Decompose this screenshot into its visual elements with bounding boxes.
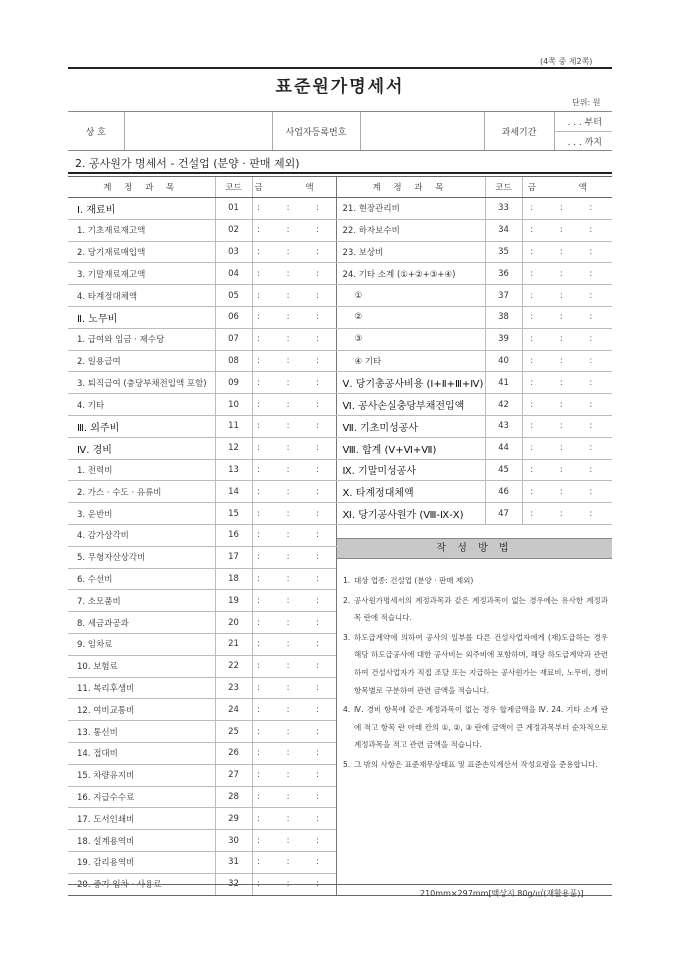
account-label: 13. 통신비 [68, 721, 215, 743]
amount-field[interactable]: : : : [522, 241, 612, 263]
instruction-text: 공사원가명세서의 계정과목과 같은 계정과목이 없는 경우에는 유사한 계정과목 란에 적습니다. [354, 595, 608, 623]
amount-field[interactable]: : : : [252, 721, 336, 743]
table-row [68, 198, 612, 220]
account-code: 21 [215, 633, 252, 655]
account-code: 17 [215, 546, 252, 568]
instruction-text: 그 밖의 사항은 표준재무상태표 및 표준손익계산서 작성요령을 준용합니다. [354, 759, 598, 769]
col-account-left: 계 정 과 목 [68, 177, 215, 198]
account-code: 41 [485, 372, 522, 394]
account-label: 4. 감가상각비 [68, 524, 215, 546]
account-label: 1. 전력비 [68, 459, 215, 481]
amount-field[interactable]: : : : [252, 263, 336, 285]
amount-field[interactable]: : : : [252, 808, 336, 830]
instructions-list [343, 572, 608, 776]
account-label: 1. 기초재료재고액 [68, 219, 215, 241]
account-label: 2. 당기재료매입액 [68, 241, 215, 263]
account-label: 1. 급여와 임금 · 제수당 [68, 328, 215, 350]
account-label: Ⅰ. 재료비 [68, 198, 215, 220]
unit-label: 단위: 원 [572, 98, 601, 107]
amount-field[interactable]: : : : [252, 633, 336, 655]
amount-field[interactable]: : : : [252, 764, 336, 786]
amount-field[interactable]: : : : [252, 481, 336, 503]
account-code: 15 [215, 503, 252, 525]
account-code: 16 [215, 524, 252, 546]
table-row [68, 263, 612, 285]
account-code: 19 [215, 590, 252, 612]
table-row [68, 241, 612, 263]
section-title: 2. 공사원가 명세서 - 건설업 (분양 · 판매 제외) [75, 157, 300, 170]
account-code: 44 [485, 437, 522, 459]
account-label: 16. 지급수수료 [68, 786, 215, 808]
account-label: 5. 무형자산상각비 [68, 546, 215, 568]
account-code: 25 [215, 721, 252, 743]
amount-field[interactable]: : : : [522, 219, 612, 241]
amount-field[interactable]: : : : [252, 546, 336, 568]
account-label: 23. 보상비 [336, 241, 485, 263]
amount-field[interactable]: : : : [252, 415, 336, 437]
amount-field[interactable]: : : : [522, 350, 612, 372]
account-label: Ⅷ. 합계 (Ⅴ+Ⅵ+Ⅶ) [336, 437, 485, 459]
amount-field[interactable]: : : : [252, 851, 336, 873]
account-code: 35 [485, 241, 522, 263]
account-label: 7. 소모품비 [68, 590, 215, 612]
account-code: 43 [485, 415, 522, 437]
account-code: 06 [215, 306, 252, 328]
amount-field[interactable]: : : : [522, 415, 612, 437]
amount-field[interactable]: : : : [522, 306, 612, 328]
account-label: Ⅵ. 공사손실충당부채전입액 [336, 394, 485, 416]
account-label: 3. 퇴직급여 (충당부채전입액 포함) [68, 372, 215, 394]
instruction-text: 하도급계약에 의하여 공사의 일부를 다른 건설사업자에게 (재)도급하는 경우 해당 하도급공사에 대한 공사비는 외주비에 포함하며, 해당 하도급계약과 관련하여 건설사업자가 직접 조달 또는 지급하는 공사원가는 재료비, 노무비, 경비 항목별로 구분하여 관련 금액을 적습니다. [354, 632, 608, 695]
table-row [68, 415, 612, 437]
instructions-title: 작 성 방 법 [337, 538, 612, 559]
account-label: Ⅴ. 당기총공사비용 (Ⅰ+Ⅱ+Ⅲ+Ⅳ) [336, 372, 485, 394]
account-code: 27 [215, 764, 252, 786]
col-account-right: 계 정 과 목 [336, 177, 485, 198]
amount-field[interactable]: : : : [252, 350, 336, 372]
instruction-number: 1. [343, 576, 351, 585]
col-amount-right: 금 액 [522, 177, 612, 198]
account-label: Ⅸ. 기말미성공사 [336, 459, 485, 481]
amount-field[interactable]: : : : [522, 459, 612, 481]
account-label: 17. 도서인쇄비 [68, 808, 215, 830]
amount-field[interactable]: : : : [252, 742, 336, 764]
account-code: 08 [215, 350, 252, 372]
account-label: 6. 수선비 [68, 568, 215, 590]
amount-field[interactable]: : : : [252, 786, 336, 808]
amount-field[interactable]: : : : [252, 655, 336, 677]
account-code: 14 [215, 481, 252, 503]
account-label: Ⅶ. 기초미성공사 [336, 415, 485, 437]
account-label: 3. 운반비 [68, 503, 215, 525]
period-label: 과세기간 [484, 112, 554, 151]
amount-field[interactable]: : : : [522, 394, 612, 416]
account-code: 30 [215, 830, 252, 852]
instruction-item [343, 701, 608, 754]
account-label: 2. 일용급여 [68, 350, 215, 372]
account-label: 12. 여비교통비 [68, 699, 215, 721]
instruction-item [343, 572, 608, 590]
amount-field[interactable]: : : : [252, 459, 336, 481]
bizno-label: 사업자등록번호 [272, 112, 360, 151]
paper-spec: 210mm×297mm[백상지 80g/㎡(재활용품)] [420, 889, 584, 898]
amount-field[interactable]: : : : [252, 590, 336, 612]
instruction-item [343, 629, 608, 699]
amount-field[interactable]: : : : [252, 394, 336, 416]
account-code: 24 [215, 699, 252, 721]
amount-field[interactable]: : : : [252, 219, 336, 241]
amount-field[interactable]: : : : [522, 437, 612, 459]
page-number: (4쪽 중 제2쪽) [540, 57, 593, 66]
account-code: 05 [215, 285, 252, 307]
amount-field[interactable]: : : : [252, 677, 336, 699]
table-row [68, 372, 612, 394]
column-header-row [68, 177, 612, 198]
instruction-text: 대상 업종: 건설업 (분양 · 판매 제외) [354, 576, 474, 585]
account-code: 23 [215, 677, 252, 699]
amount-field[interactable]: : : : [522, 503, 612, 525]
amount-field[interactable]: : : : [252, 372, 336, 394]
table-row [68, 481, 612, 503]
account-label: 2. 가스 · 수도 · 유류비 [68, 481, 215, 503]
amount-field[interactable]: : : : [252, 524, 336, 546]
company-label: 상 호 [68, 112, 124, 151]
account-label: 19. 감리용역비 [68, 851, 215, 873]
account-code: 02 [215, 219, 252, 241]
amount-field[interactable]: : : : [252, 503, 336, 525]
account-code: 18 [215, 568, 252, 590]
account-code: 12 [215, 437, 252, 459]
period-to-field[interactable]: . . . 까지 [554, 132, 612, 151]
amount-field[interactable]: : : : [252, 873, 336, 895]
cost-table [68, 176, 612, 896]
amount-field[interactable]: : : : [252, 699, 336, 721]
table-row [68, 306, 612, 328]
amount-field[interactable]: : : : [252, 328, 336, 350]
account-code: 39 [485, 328, 522, 350]
account-code: 20 [215, 612, 252, 634]
account-label: ② [336, 306, 485, 328]
instruction-number: 3. [343, 632, 351, 642]
col-code-left: 코드 [215, 177, 252, 198]
account-code: 37 [485, 285, 522, 307]
instruction-number: 4. [343, 705, 351, 715]
section-rule [68, 172, 612, 174]
instruction-text: Ⅳ. 경비 항목에 같은 계정과목이 없는 경우 합계금액을 Ⅳ. 24. 기타 소계 란에 적고 항목 란 아래 칸의 ①, ②, ③ 란에 금액이 큰 계정과목부터 순차적으로 계정과목을 적고 관련 금액을 적습니다. [354, 705, 608, 750]
account-label: 8. 세금과공과 [68, 612, 215, 634]
account-code: 33 [485, 198, 522, 220]
table-row [68, 285, 612, 307]
account-code: 13 [215, 459, 252, 481]
account-code: 04 [215, 263, 252, 285]
col-amount-left: 금 액 [252, 177, 336, 198]
account-label: 4. 타계정대체액 [68, 285, 215, 307]
amount-field[interactable]: : : : [522, 328, 612, 350]
account-code: 26 [215, 742, 252, 764]
col-code-right: 코드 [485, 177, 522, 198]
account-label: 14. 접대비 [68, 742, 215, 764]
company-field[interactable] [124, 112, 272, 151]
header-bottom-rule [68, 150, 612, 151]
instruction-item [343, 756, 608, 774]
account-label: Ⅹ. 타계정대체액 [336, 481, 485, 503]
amount-field[interactable]: : : : [522, 481, 612, 503]
table-row [68, 328, 612, 350]
account-code: 10 [215, 394, 252, 416]
account-code: 47 [485, 503, 522, 525]
account-code: 01 [215, 198, 252, 220]
account-label: ④ 기타 [336, 350, 485, 372]
instruction-number: 2. [343, 595, 351, 605]
account-code: 31 [215, 851, 252, 873]
amount-field[interactable]: : : : [252, 285, 336, 307]
account-code: 32 [215, 873, 252, 895]
account-label: 20. 중기 임차 · 사용료 [68, 873, 215, 895]
account-code: 42 [485, 394, 522, 416]
account-label: ① [336, 285, 485, 307]
document-title: 표준원가명세서 [275, 77, 405, 97]
account-label: 21. 현장관리비 [336, 198, 485, 220]
table-row [68, 219, 612, 241]
table-row [68, 459, 612, 481]
account-code: 34 [485, 219, 522, 241]
account-label: 9. 임차료 [68, 633, 215, 655]
account-label: Ⅲ. 외주비 [68, 415, 215, 437]
account-label: Ⅳ. 경비 [68, 437, 215, 459]
amount-field[interactable]: : : : [252, 830, 336, 852]
account-label: 15. 차량유지비 [68, 764, 215, 786]
account-code: 29 [215, 808, 252, 830]
account-label: 24. 기타 소계 (①+②+③+④) [336, 263, 485, 285]
account-label: 4. 기타 [68, 394, 215, 416]
amount-field[interactable]: : : : [252, 568, 336, 590]
account-code: 07 [215, 328, 252, 350]
account-code: 22 [215, 655, 252, 677]
account-label: 10. 보험료 [68, 655, 215, 677]
account-label: ③ [336, 328, 485, 350]
amount-field[interactable]: : : : [252, 612, 336, 634]
account-label: 11. 복리후생비 [68, 677, 215, 699]
account-label: 18. 설계용역비 [68, 830, 215, 852]
account-code: 09 [215, 372, 252, 394]
account-label: 3. 기말재료재고액 [68, 263, 215, 285]
table-row [68, 437, 612, 459]
top-rule [68, 67, 612, 69]
instruction-number: 5. [343, 759, 351, 769]
account-code: 38 [485, 306, 522, 328]
account-code: 11 [215, 415, 252, 437]
instruction-item [343, 592, 608, 627]
amount-field[interactable]: : : : [252, 241, 336, 263]
account-label: Ⅱ. 노무비 [68, 306, 215, 328]
account-code: 46 [485, 481, 522, 503]
account-code: 36 [485, 263, 522, 285]
account-label: 22. 하자보수비 [336, 219, 485, 241]
header-table [68, 111, 612, 151]
bottom-rule [68, 884, 612, 885]
table-row [68, 503, 612, 525]
amount-field[interactable]: : : : [522, 263, 612, 285]
bizno-field[interactable] [360, 112, 484, 151]
amount-field[interactable]: : : : [522, 372, 612, 394]
amount-field[interactable]: : : : [252, 306, 336, 328]
period-from-field[interactable]: . . . 부터 [554, 112, 612, 132]
amount-field[interactable]: : : : [252, 437, 336, 459]
amount-field[interactable]: : : : [522, 285, 612, 307]
account-code: 28 [215, 786, 252, 808]
table-row [68, 350, 612, 372]
account-code: 45 [485, 459, 522, 481]
amount-field[interactable]: : : : [522, 198, 612, 220]
account-code: 40 [485, 350, 522, 372]
table-row [68, 394, 612, 416]
account-code: 03 [215, 241, 252, 263]
account-label: Ⅺ. 당기공사원가 (Ⅷ-Ⅸ-Ⅹ) [336, 503, 485, 525]
amount-field[interactable]: : : : [252, 198, 336, 220]
